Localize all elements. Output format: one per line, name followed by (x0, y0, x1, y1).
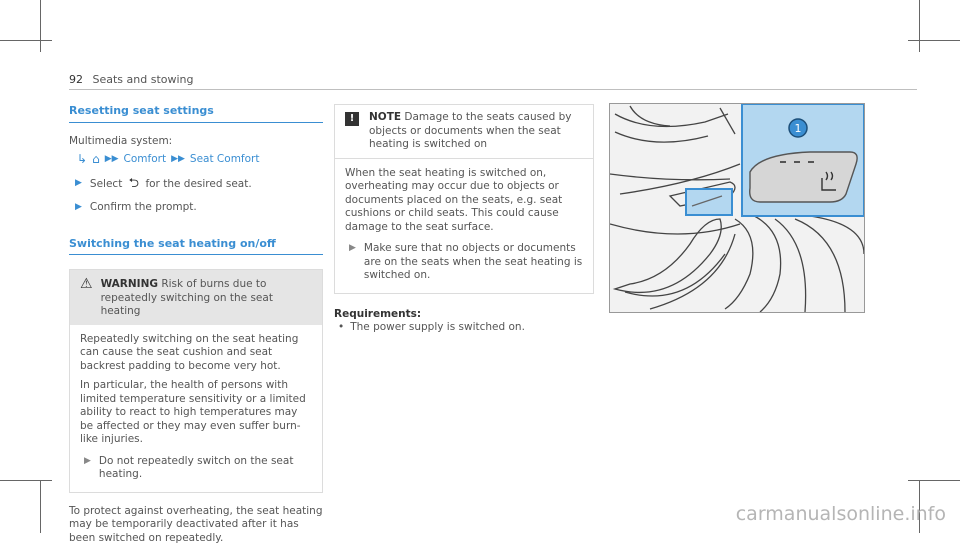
note-label: NOTE (369, 111, 401, 123)
requirements-title: Requirements: (334, 308, 594, 322)
path-item-comfort: Comfort (124, 153, 167, 167)
warning-triangle-icon: ⚠ (80, 278, 93, 319)
note-headline: Damage to the seats caused by objects or documents when the seat heating is switched on (369, 111, 571, 150)
step-text: Confirm the prompt. (90, 201, 197, 215)
exclamation-icon: ! (345, 112, 359, 126)
warning-paragraph: Repeatedly switching on the seat heating can cause the seat cushion and seat backrest padding to become very hot. (80, 333, 312, 374)
requirement-text: The power supply is switched on. (350, 321, 525, 335)
warning-header (70, 270, 322, 325)
bullet-icon: • (338, 321, 344, 335)
step-arrow-icon: ▶ (75, 177, 82, 192)
crop-mark (908, 40, 960, 41)
warning-box (69, 269, 323, 493)
left-column (69, 104, 323, 545)
header-divider (69, 89, 917, 90)
watermark: carmanualsonline.info (736, 503, 946, 525)
step-text: Make sure that no objects or documents are on the seats when the seat heating is switched on. (364, 242, 583, 283)
path-item-seat-comfort: Seat Comfort (190, 153, 260, 167)
callout-label: 1 (795, 122, 802, 135)
section-name: Seats and stowing (93, 73, 194, 86)
step-arrow-icon: ▶ (349, 242, 356, 283)
page-number: 92 (69, 73, 83, 86)
seat-heating-illustration (609, 103, 865, 313)
back-arrow-icon: ⮌ (129, 177, 139, 191)
switching-title: Switching the seat heating on/off (69, 237, 323, 256)
crop-mark (908, 480, 960, 481)
note-box (334, 104, 594, 294)
warning-body (70, 325, 322, 492)
requirement-item (334, 321, 594, 335)
crop-mark (40, 0, 41, 52)
path-arrow-icon: ↳ (77, 153, 87, 167)
middle-column (334, 104, 594, 335)
step-select (69, 177, 323, 192)
door-panel-drawing (610, 104, 864, 312)
step-confirm (69, 201, 323, 215)
page-header (69, 73, 194, 86)
multimedia-intro: Multimedia system: (69, 135, 323, 149)
warning-headline: Risk of burns due to repeatedly switching on the seat heating (101, 278, 273, 317)
overheating-text: To protect against overheating, the seat heating may be temporarily deactivated after it has been switched on repeatedly. (69, 505, 323, 545)
warning-step (80, 455, 312, 482)
menu-path (69, 153, 323, 167)
step-arrow-icon: ▶ (75, 201, 82, 215)
warning-label: WARNING (101, 278, 158, 290)
home-icon: ⌂ (92, 153, 100, 167)
note-body (335, 159, 593, 293)
step-text: Select (90, 178, 122, 190)
step-arrow-icon: ▶ (84, 455, 91, 482)
note-header (335, 105, 593, 159)
crop-mark (40, 481, 41, 533)
crop-mark (0, 40, 52, 41)
resetting-title: Resetting seat settings (69, 104, 323, 123)
chevron-icon: ▶▶ (171, 153, 185, 167)
crop-mark (0, 480, 52, 481)
crop-mark (919, 0, 920, 52)
step-text: Do not repeatedly switch on the seat heating. (99, 455, 312, 482)
step-text: for the desired seat. (145, 178, 251, 190)
warning-paragraph: In particular, the health of persons with limited temperature sensitivity or a limited ability to react to high temperatures may be affected or they may even suffer burn-like injuries. (80, 379, 312, 447)
note-step (345, 242, 583, 283)
chevron-icon: ▶▶ (105, 153, 119, 167)
note-paragraph: When the seat heating is switched on, overheating may occur due to objects or documents placed on the seats, e.g. seat cushions or child seats. This could cause damage to the seat surface. (345, 167, 583, 235)
